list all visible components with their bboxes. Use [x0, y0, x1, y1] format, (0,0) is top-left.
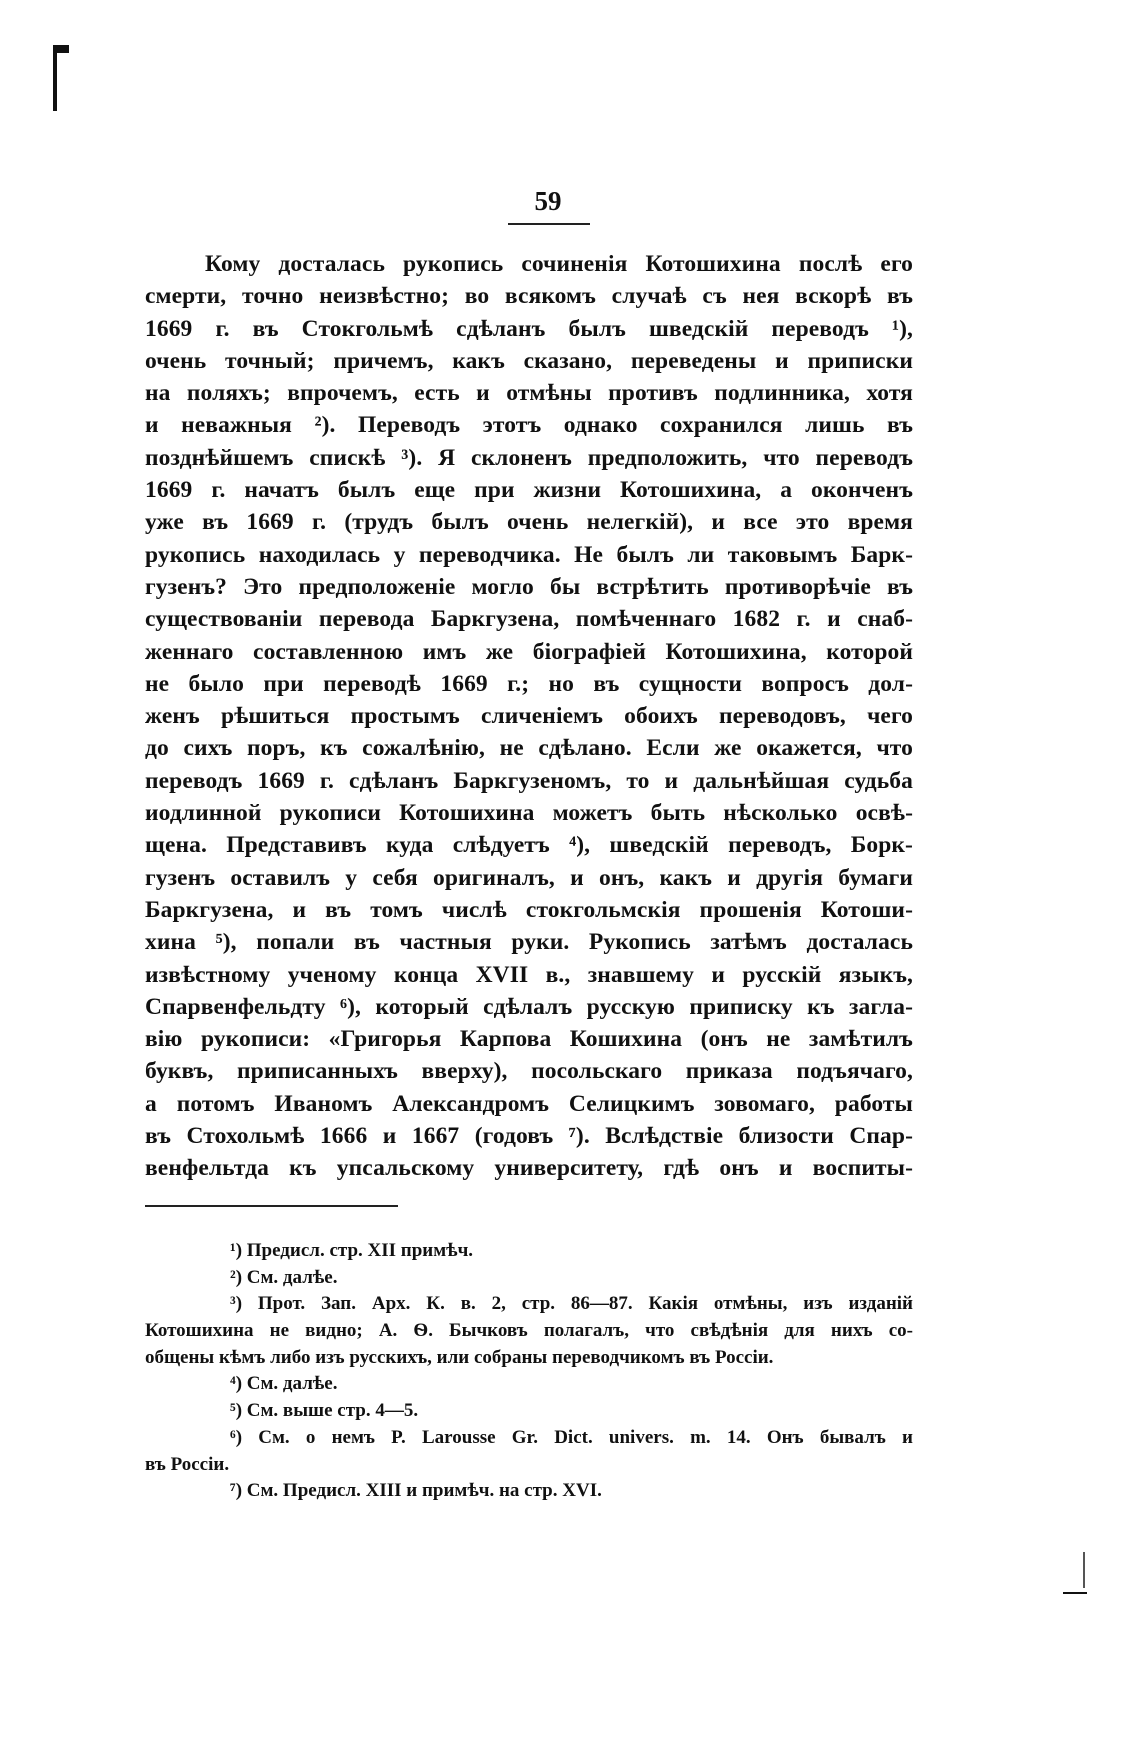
body-line: извѣстному ученому конца XVII в., знавшему и русскій языкъ, [145, 961, 913, 988]
body-line: въ Стохольмѣ 1666 и 1667 (годовъ ⁷). Вслѣдствіе близости Спар- [145, 1123, 913, 1150]
body-line: Кому досталась рукопись сочиненія Котошихина послѣ его [205, 251, 913, 277]
scan-corner-mark [53, 45, 69, 53]
body-line: вію рукописи: «Григорья Карпова Кошихина (онъ не замѣтилъ [145, 1026, 913, 1053]
body-line: иодлинной рукописи Котошихина можетъ быть нѣсколько освѣ- [145, 800, 913, 827]
body-line: очень точный; причемъ, какъ сказано, переведены и приписки [145, 347, 913, 374]
body-line: а потомъ Иваномъ Александромъ Селицкимъ зовомаго, работы [145, 1090, 913, 1117]
footnote-3-line: общены кѣмъ либо изъ русскихъ, или собраны переводчикомъ въ Россіи. [145, 1346, 774, 1368]
body-line: позднѣйшемъ спискѣ ³). Я склоненъ предположить, что переводъ [145, 444, 913, 471]
footnote-6-line: ⁶) См. о немъ P. Larousse Gr. Dict. univers. m. 14. Онъ бывалъ и [230, 1426, 913, 1448]
body-line: смерти, точно неизвѣстно; во всякомъ случаѣ съ нея вскорѣ въ [145, 283, 913, 310]
body-line: гузенъ? Это предположеніе могло бы встрѣтить противорѣчіе въ [145, 573, 913, 600]
body-line: женнаго составленною имъ же біографіей Котошихина, которой [145, 638, 913, 665]
footnotes [145, 1238, 913, 1505]
body-line: хина ⁵), попали въ частныя руки. Рукопись затѣмъ досталась [145, 929, 913, 956]
footnote-4-line: ⁴) См. далѣе. [230, 1373, 338, 1395]
footnote-3-line: Котошихина не видно; А. Ѳ. Бычковъ полагалъ, что свѣдѣнія для нихъ со- [145, 1320, 913, 1342]
footnote-1-line: ¹) Предисл. стр. XII примѣч. [230, 1240, 474, 1261]
body-line: венфельтда къ упсальскому университету, гдѣ онъ и воспиты- [145, 1155, 913, 1182]
body-line: Баркгузена, и въ томъ числѣ стокгольмскія прошенія Котоши- [145, 896, 913, 923]
body-line: 1669 г. въ Стокгольмѣ сдѣланъ былъ шведскій переводъ ¹), [145, 315, 913, 342]
scan-edge-mark [1063, 1592, 1087, 1594]
body-line: до сихъ поръ, къ сожалѣнію, не сдѣлано. Если же окажется, что [145, 735, 913, 762]
footnote-2-line: ²) См. далѣе. [230, 1266, 338, 1288]
footnote-6-line: въ Россіи. [145, 1453, 230, 1475]
page-number: 59 [534, 186, 562, 216]
scan-edge-mark [1083, 1552, 1085, 1588]
body-line: 1669 г. начатъ былъ еще при жизни Котошихина, а оконченъ [145, 477, 913, 504]
body-line: на поляхъ; впрочемъ, есть и отмѣны противъ подлинника, хотя [145, 380, 913, 407]
footnote-3-line: ³) Прот. Зап. Арх. К. в. 2, стр. 86—87. Какія отмѣны, изъ изданій [230, 1293, 913, 1315]
body-line: гузенъ оставилъ у себя оригиналъ, и онъ, какъ и другія бумаги [145, 864, 913, 891]
body-line: не было при переводѣ 1669 г.; но въ сущности вопросъ дол- [145, 670, 913, 697]
body-line: женъ рѣшиться простымъ сличеніемъ обоихъ переводовъ, чего [145, 703, 913, 730]
body-line: существованіи перевода Баркгузена, помѣченнаго 1682 г. и снаб- [145, 606, 913, 633]
body-text [145, 248, 913, 1185]
body-line: буквъ, приписанныхъ вверху), посольскаго приказа подъячаго, [145, 1058, 913, 1085]
scan-corner-mark [53, 45, 57, 111]
body-line: и неважныя ²). Переводъ этотъ однако сохранился лишь въ [145, 412, 913, 439]
body-line: переводъ 1669 г. сдѣланъ Баркгузеномъ, то и дальнѣйшая судьба [145, 767, 913, 794]
page-number-rule [508, 223, 590, 225]
footnote-7-line: ⁷) См. Предисл. XIII и примѣч. на стр. XVI. [230, 1480, 602, 1502]
body-line: уже въ 1669 г. (трудъ былъ очень нелегкій), и все это время [145, 509, 913, 536]
footnote-separator [145, 1205, 398, 1207]
body-line: рукопись находилась у переводчика. Не былъ ли таковымъ Барк- [145, 541, 913, 568]
footnote-5-line: ⁵) См. выше стр. 4—5. [230, 1400, 419, 1422]
body-line: Спарвенфельдту ⁶), который сдѣлалъ русскую приписку къ загла- [145, 993, 913, 1020]
body-line: щена. Представивъ куда слѣдуетъ ⁴), шведскій переводъ, Борк- [145, 832, 913, 859]
